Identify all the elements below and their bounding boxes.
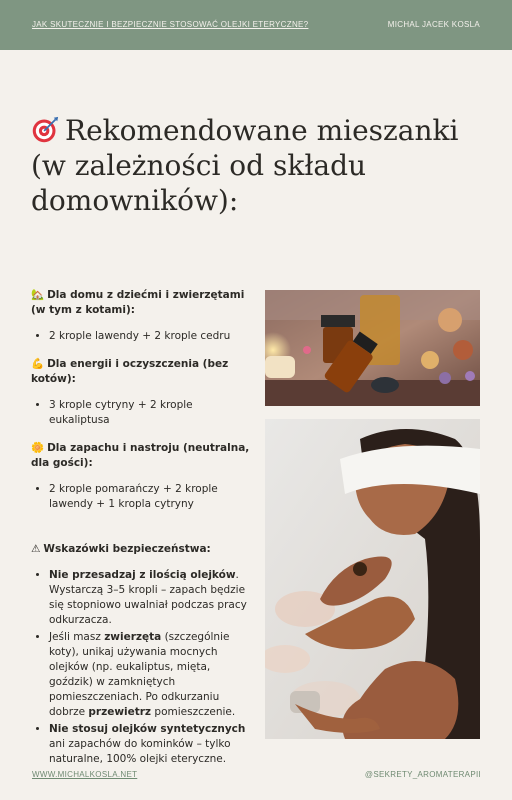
section-heading: 🌼 Dla zapachu i nastroju (neutralna, dla gości): bbox=[31, 442, 250, 469]
list-item: • Nie stosuj olejków syntetycznych ani zapachów do kominków – tylko naturalne, 100% olejki eteryczne. bbox=[49, 722, 253, 767]
blend-list bbox=[31, 398, 253, 428]
page-title bbox=[31, 113, 471, 218]
list-item: • 2 krople pomarańczy + 2 krople lawendy + 1 kropla cytryny bbox=[49, 482, 253, 512]
safety-heading: ⚠ Wskazówki bezpieczeństwa: bbox=[31, 543, 211, 555]
social-handle: @SEKRETY_AROMATERAPII bbox=[364, 770, 481, 779]
flexed-arm-icon: 💪 bbox=[31, 358, 45, 370]
section-heading: 🏡 Dla domu z dziećmi i zwierzętami (w tym z kotami): bbox=[31, 289, 245, 316]
header-author: MICHAL JACEK KOSLA bbox=[387, 20, 480, 29]
essential-oil-bottles-photo bbox=[265, 290, 480, 406]
safety-list bbox=[31, 568, 253, 767]
woman-smelling-oil-photo bbox=[265, 419, 480, 739]
section-heading: 💪 Dla energii i oczyszczenia (bez kotów): bbox=[31, 358, 229, 385]
list-item: • Nie przesadzaj z ilością olejków. Wystarczą 3–5 kropli – zapach będzie się stopniowo uwalniał podczas pracy odkurzacza. bbox=[49, 568, 253, 628]
list-item: • 3 krople cytryny + 2 krople eukaliptusa bbox=[49, 398, 253, 428]
list-item: • Jeśli masz zwierzęta (szczególnie koty), unikaj używania mocnych olejków (np. eukaliptus, mięta, goździk) w zamkniętych pomieszczeniach. Po odkurzaniu dobrze przewietrz pomieszczenie. bbox=[49, 630, 253, 720]
blend-list bbox=[31, 329, 253, 344]
content-column bbox=[31, 288, 253, 769]
warning-icon: ⚠ bbox=[31, 543, 41, 555]
list-item: • 2 krople lawendy + 2 krople cedru bbox=[49, 329, 253, 344]
blend-list bbox=[31, 482, 253, 512]
target-icon bbox=[31, 116, 59, 144]
house-icon: 🏡 bbox=[31, 289, 45, 301]
website-link[interactable]: WWW.MICHALKOSLA.NET bbox=[32, 770, 138, 779]
header-title-link[interactable]: JAK SKUTECZNIE I BEZPIECZNIE STOSOWAĆ OLEJKI ETERYCZNE? bbox=[32, 20, 309, 29]
header-bar bbox=[0, 0, 512, 50]
page-title-text: Rekomendowane mieszanki (w zależności od składu domowników): bbox=[31, 114, 459, 217]
flower-icon: 🌼 bbox=[31, 442, 45, 454]
